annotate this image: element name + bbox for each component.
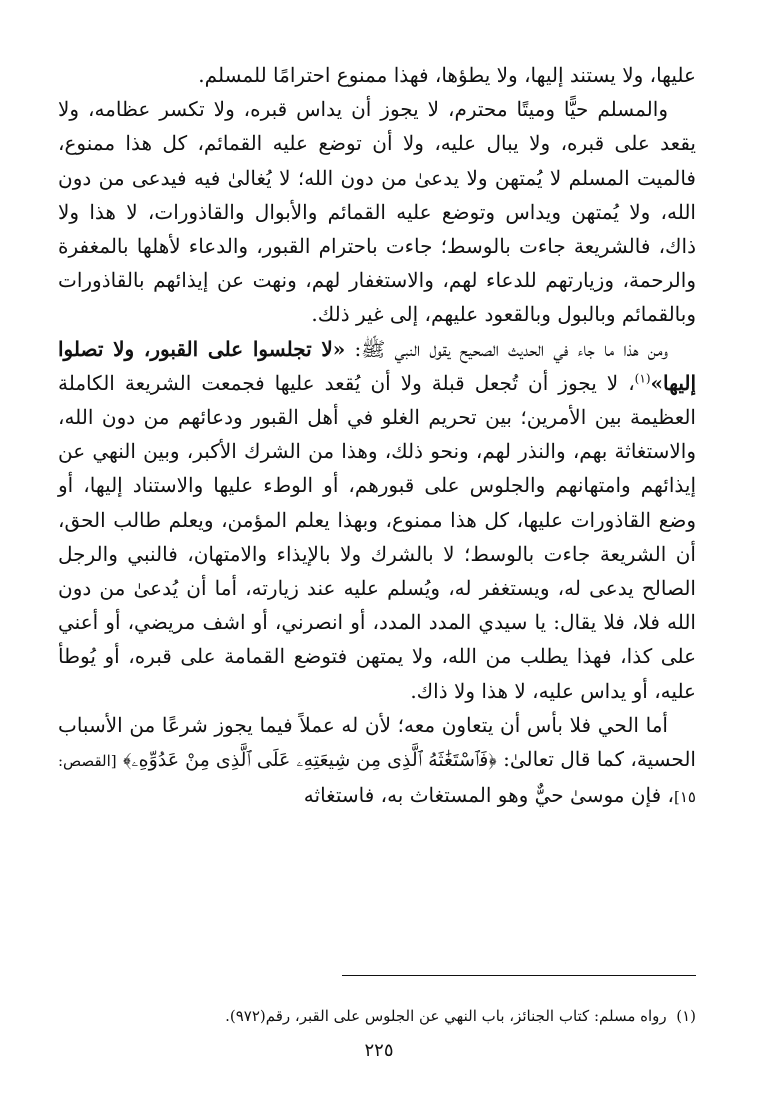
paragraph-graves-respect: والمسلم حيًّا وميتًا محترم، لا يجوز أن يداس قبره، ولا تكسر عظامه، ولا يقعد على قبره، ولا يبال عليه، ولا أن توضع عليه القمائم، كل هذا ممنوع، فالميت المسلم لا يُمتهن ولا يدعىٰ من دون الله؛ لا يُغالىٰ فيه فيدعى من دون الله، ولا يُمتهن ويداس وتوضع عليه القمائم والأبوال والقاذورات، لا هذا ولا ذاك، فالشريعة جاءت بالوسط؛ جاءت باحترام القبور، والدعاء لأهلها بالمغفرة والرحمة، وزيارتهم للدعاء لهم، والاستغفار لهم، ونهت عن إيذائهم بالقاذورات وبالقمائم وبالبول وبالقعود عليهم، إلى غير ذلك. <box>58 97 696 327</box>
footnote-number: (١) <box>676 1007 696 1025</box>
page-number: ٢٢٥ <box>364 1040 394 1061</box>
footnote-text: رواه مسلم: كتاب الجنائز، باب النهي عن الجلوس على القبر، رقم(٩٧٢). <box>225 1007 667 1025</box>
verse-citation: [القصص: ١٥] <box>58 752 696 807</box>
hadith-commentary: ، لا يجوز أن تُجعل قبلة ولا أن يُقعد عليها فجمعت الشريعة الكاملة العظيمة بين الأمرين؛ بين تحريم الغلو في أهل القبور ودعائهم من دون الله، والاستغاثة بهم، والنذر لهم، ونحو ذلك، وهذا من الشرك الأكبر، وبين النهي عن إيذائهم وامتهانهم والجلوس على قبورهم، أو الوطء عليها والاستناد إليها، أو وضع القاذورات عليها، كل هذا ممنوع، وبهذا يعلم المؤمن، ويعلم طالب الحق، أن الشريعة جاءت بالوسط؛ لا بالشرك ولا بالإيذاء والامتهان، فالنبي والرجل الصالح يدعى له، ويستغفر له، ويُسلم عليه عند زيارته، أما أن يُدعىٰ من دون الله فلا، فلا يقال: يا سيدي المدد المدد، أو انصرني، أو اشف مريضي، أو أعني على كذا، فهذا يطلب من الله، ولا يمتهن فتوضع القمامة على قبره، أو يُوطأ عليه، أو يداس عليه، لا هذا ولا ذاك. <box>58 370 696 703</box>
paragraph-hadith <box>58 332 696 708</box>
living-conclusion: ، فإن موسىٰ حيٌّ وهو المستغاث به، فاستغاثه <box>303 783 675 808</box>
main-text <box>58 58 696 814</box>
footnote <box>58 1005 696 1027</box>
paragraph-continuation: عليها، ولا يستند إليها، ولا يطؤها، فهذا ممنوع احترامًا للمسلم. <box>198 63 696 87</box>
quran-verse: ﴿فَٱسْتَغَٰثَهُ ٱلَّذِى مِن شِيعَتِهِۦ عَلَى ٱلَّذِى مِنْ عَدُوِّهِۦ﴾ <box>123 749 497 772</box>
footnote-divider <box>342 975 696 976</box>
footnote-reference[interactable]: (١) <box>634 371 651 386</box>
paragraph-living <box>58 708 696 815</box>
living-intro: أما الحي فلا بأس أن يتعاون معه؛ لأن له عملاً فيما يجوز شرعًا من الأسباب الحسية، كما قال تعالىٰ: <box>58 712 696 772</box>
hadith-intro: ومن هذا ما جاء في الحديث الصحيح يقول النبي ﷺ: <box>354 336 669 361</box>
hadith-quote: «لا تجلسوا على القبور، ولا تصلوا إليها» <box>58 336 696 395</box>
